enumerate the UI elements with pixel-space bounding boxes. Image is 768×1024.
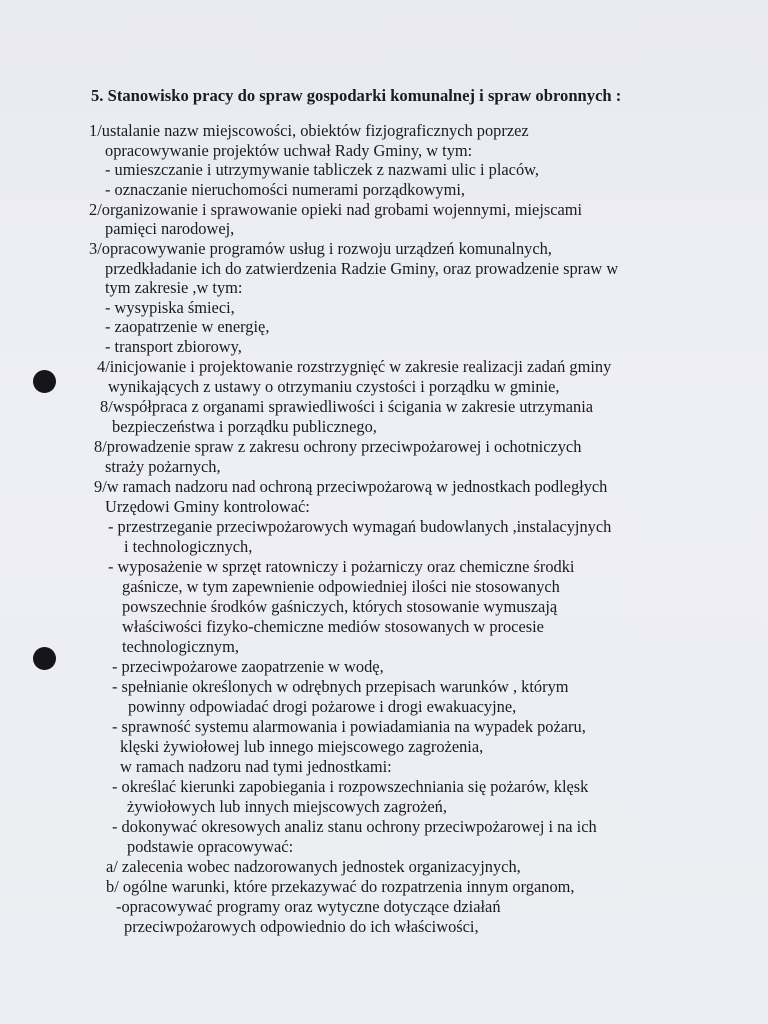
text-line: - wysypiska śmieci, [105,298,235,317]
text-line: - wyposażenie w sprzęt ratowniczy i pożarniczy oraz chemiczne środki [108,557,575,576]
text-line: w ramach nadzoru nad tymi jednostkami: [120,757,392,776]
text-line: - umieszczanie i utrzymywanie tabliczek z nazwami ulic i placów, [105,160,540,179]
text-line: przeciwpożarowych odpowiednio do ich właściwości, [124,917,479,936]
text-line: 9/w ramach nadzoru nad ochroną przeciwpożarową w jednostkach podległych [94,477,608,496]
text-line: klęski żywiołowej lub innego miejscowego zagrożenia, [120,737,484,756]
text-line: tym zakresie ,w tym: [105,278,243,297]
text-line: - sprawność systemu alarmowania i powiadamiania na wypadek pożaru, [112,717,586,736]
text-line: podstawie opracowywać: [127,837,294,856]
text-line: opracowywanie projektów uchwał Rady Gminy, w tym: [105,141,473,160]
text-line: - transport zbiorowy, [105,337,242,356]
text-line: - zaopatrzenie w energię, [105,317,270,336]
text-line: - przeciwpożarowe zaopatrzenie w wodę, [112,657,384,676]
punch-hole-bottom [33,647,56,670]
text-line: b/ ogólne warunki, które przekazywać do rozpatrzenia innym organom, [106,877,575,896]
text-line: 1/ustalanie nazw miejscowości, obiektów fizjograficznych poprzez [89,121,529,140]
text-line: pamięci narodowej, [105,219,235,238]
text-line: a/ zalecenia wobec nadzorowanych jednostek organizacyjnych, [106,857,521,876]
text-line: gaśnicze, w tym zapewnienie odpowiedniej ilości nie stosowanych [122,577,560,596]
text-line: Urzędowi Gminy kontrolować: [105,497,310,516]
text-line: wynikających z ustawy o otrzymaniu czystości i porządku w gminie, [108,377,560,396]
section-title: 5. Stanowisko pracy do spraw gospodarki komunalnej i spraw obronnych : [91,86,622,105]
text-line: żywiołowych lub innych miejscowych zagrożeń, [127,797,447,816]
text-line: - dokonywać okresowych analiz stanu ochrony przeciwpożarowej i na ich [112,817,597,836]
text-line: - przestrzeganie przeciwpożarowych wymagań budowlanych ,instalacyjnych [108,517,612,536]
text-line: -opracowywać programy oraz wytyczne dotyczące działań [116,897,501,916]
text-line: bezpieczeństwa i porządku publicznego, [112,417,377,436]
text-line: i technologicznych, [124,537,253,556]
text-line: właściwości fizyko-chemiczne mediów stosowanych w procesie [122,617,544,636]
text-line: - określać kierunki zapobiegania i rozpowszechniania się pożarów, klęsk [112,777,589,796]
text-line: powinny odpowiadać drogi pożarowe i drogi ewakuacyjne, [128,697,517,716]
punch-hole-top [33,370,56,393]
text-line: 2/organizowanie i sprawowanie opieki nad grobami wojennymi, miejscami [89,200,583,219]
text-line: powszechnie środków gaśniczych, których stosowanie wymuszają [122,597,558,616]
text-line: - spełnianie określonych w odrębnych przepisach warunków , którym [112,677,569,696]
text-line: 3/opracowywanie programów usług i rozwoju urządzeń komunalnych, [89,239,552,258]
text-line: technologicznym, [122,637,239,656]
text-line: 8/współpraca z organami sprawiedliwości i ścigania w zakresie utrzymania [100,397,594,416]
text-line: - oznaczanie nieruchomości numerami porządkowymi, [105,180,466,199]
text-line: 4/inicjowanie i projektowanie rozstrzygnięć w zakresie realizacji zadań gminy [97,357,612,376]
text-line: przedkładanie ich do zatwierdzenia Radzie Gminy, oraz prowadzenie spraw w [105,259,619,278]
text-line: 8/prowadzenie spraw z zakresu ochrony przeciwpożarowej i ochotniczych [94,437,582,456]
text-line: straży pożarnych, [105,457,221,476]
